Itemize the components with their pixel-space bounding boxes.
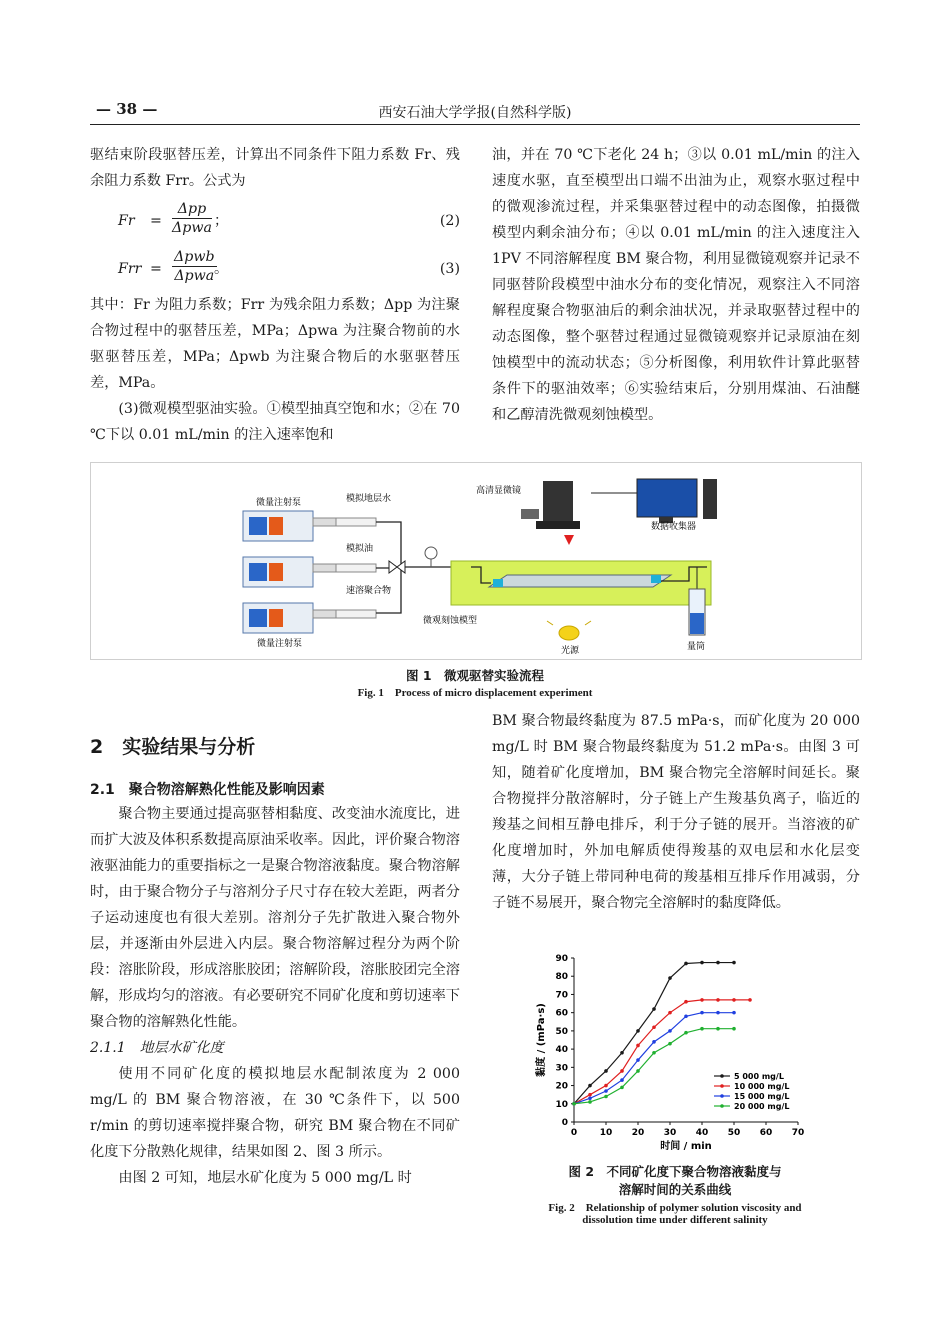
inlet-port bbox=[493, 579, 503, 587]
data-point bbox=[732, 1011, 736, 1015]
y-tick-label: 10 bbox=[555, 1099, 568, 1110]
data-point bbox=[604, 1069, 608, 1073]
section-heading: 2 实验结果与分析 bbox=[90, 736, 256, 758]
left-column-bottom bbox=[90, 732, 460, 1191]
data-point bbox=[668, 1042, 672, 1046]
data-point bbox=[716, 1011, 720, 1015]
paragraph: 驱结束阶段驱替压差，计算出不同条件下阻力系数 Fr、残余阻力系数 Frr。公式为 bbox=[90, 147, 460, 189]
x-tick-label: 60 bbox=[759, 1128, 773, 1138]
y-tick-label: 80 bbox=[555, 972, 568, 983]
eq-punctuation: ； bbox=[214, 213, 229, 229]
legend-label: 15 000 mg/L bbox=[734, 1092, 790, 1101]
viscosity-chart-svg bbox=[492, 950, 858, 1156]
etched-model bbox=[489, 575, 671, 587]
eq-number: (3) bbox=[439, 261, 460, 277]
data-point bbox=[636, 1069, 640, 1073]
series-line bbox=[574, 963, 734, 1104]
figure-2-caption-en-2: dissolution time under different salinity bbox=[582, 1214, 768, 1226]
legend-marker bbox=[720, 1074, 724, 1078]
y-tick-label: 40 bbox=[555, 1045, 568, 1056]
x-tick-label: 70 bbox=[791, 1128, 805, 1138]
label-model: 微观刻蚀模型 bbox=[423, 616, 478, 626]
x-tick-label: 30 bbox=[663, 1128, 677, 1138]
legend-marker bbox=[720, 1084, 724, 1088]
data-point bbox=[588, 1084, 592, 1088]
legend-label: 20 000 mg/L bbox=[734, 1102, 790, 1111]
data-point bbox=[652, 1025, 656, 1029]
data-point bbox=[684, 1015, 688, 1019]
data-point bbox=[700, 998, 704, 1002]
eq-lhs: Fr bbox=[118, 213, 135, 229]
y-tick-label: 0 bbox=[561, 1118, 568, 1128]
data-point bbox=[684, 1000, 688, 1004]
data-point bbox=[748, 998, 752, 1002]
x-tick-label: 40 bbox=[695, 1128, 709, 1138]
label-sim-oil: 模拟油 bbox=[346, 544, 374, 554]
data-point bbox=[716, 961, 720, 965]
arrow-down-icon bbox=[564, 535, 574, 545]
pressure-gauge-icon bbox=[425, 547, 437, 567]
label-cylinder: 量筒 bbox=[687, 642, 706, 652]
data-point bbox=[588, 1093, 592, 1097]
paragraph: 由图 2 可知，地层水矿化度为 5 000 mg/L 时 bbox=[118, 1170, 412, 1186]
y-tick-label: 90 bbox=[555, 954, 568, 964]
data-point bbox=[668, 976, 672, 980]
eq-equals: = bbox=[150, 261, 162, 277]
figure-1-caption-cn: 图 1 微观驱替实验流程 bbox=[405, 668, 545, 683]
data-point bbox=[620, 1086, 624, 1090]
data-point bbox=[620, 1069, 624, 1073]
eq-punctuation: 。 bbox=[214, 261, 229, 277]
valve-icon bbox=[389, 561, 405, 573]
figure-1-svg bbox=[91, 463, 861, 659]
header-rule bbox=[90, 124, 860, 125]
y-axis-label: 黏度 / (mPa·s) bbox=[536, 1003, 547, 1077]
data-point bbox=[732, 1027, 736, 1031]
legend-label: 10 000 mg/L bbox=[734, 1082, 790, 1091]
monitor-icon bbox=[637, 479, 717, 523]
x-tick-label: 10 bbox=[599, 1128, 613, 1138]
data-point bbox=[604, 1089, 608, 1093]
body-text bbox=[90, 801, 460, 1191]
legend-marker bbox=[720, 1104, 724, 1108]
eq-numerator: Δpp bbox=[172, 200, 212, 219]
series-line bbox=[574, 1000, 750, 1104]
figure-2-caption-cn-1: 图 2 不同矿化度下聚合物溶液黏度与 bbox=[568, 1164, 782, 1179]
figure-1-caption-en: Fig. 1 Process of micro displacement experiment bbox=[357, 687, 593, 699]
container-oil bbox=[336, 564, 376, 572]
data-point bbox=[700, 1027, 704, 1031]
label-pump-top: 微量注射泵 bbox=[256, 498, 302, 508]
y-tick-label: 70 bbox=[555, 990, 568, 1001]
figure-2-chart bbox=[492, 950, 858, 1156]
eq-denominator: Δpwa bbox=[174, 268, 215, 284]
x-tick-label: 0 bbox=[570, 1128, 578, 1138]
legend-marker bbox=[720, 1094, 724, 1098]
data-point bbox=[700, 1011, 704, 1015]
label-fast-polymer: 速溶聚合物 bbox=[346, 586, 392, 596]
label-pump-bottom: 微量注射泵 bbox=[257, 639, 303, 649]
eq-fraction bbox=[172, 200, 212, 237]
data-point bbox=[636, 1044, 640, 1048]
data-point bbox=[700, 961, 704, 965]
data-point bbox=[588, 1097, 592, 1101]
data-point bbox=[652, 1040, 656, 1044]
running-header: 西安石油大学学报(自然科学版) bbox=[378, 105, 572, 121]
data-point bbox=[684, 962, 688, 966]
data-point bbox=[572, 1102, 576, 1106]
subsubsection-heading: 2.1.1 地层水矿化度 bbox=[90, 1040, 224, 1056]
series-line bbox=[574, 1029, 734, 1104]
light-source-icon bbox=[547, 621, 591, 640]
data-point bbox=[732, 998, 736, 1002]
figure-1-diagram bbox=[90, 462, 862, 660]
data-point bbox=[604, 1084, 608, 1088]
left-column-top bbox=[90, 142, 460, 448]
eq-numerator: Δpwb bbox=[174, 249, 215, 265]
data-point bbox=[636, 1029, 640, 1033]
eq-equals: = bbox=[150, 213, 162, 229]
eq-denominator: Δpwa bbox=[172, 220, 212, 236]
x-axis-label: 时间 / min bbox=[660, 1141, 712, 1152]
x-tick-label: 20 bbox=[631, 1128, 645, 1138]
microscope-icon bbox=[521, 481, 580, 529]
page-number: — 38 — bbox=[96, 100, 158, 118]
outlet-port bbox=[651, 575, 661, 583]
x-tick-label: 50 bbox=[727, 1128, 741, 1138]
subsection-heading: 2.1 聚合物溶解熟化性能及影响因素 bbox=[90, 782, 325, 798]
legend-label: 5 000 mg/L bbox=[734, 1072, 784, 1081]
data-point bbox=[604, 1095, 608, 1099]
label-data-collector: 数据收集器 bbox=[651, 522, 697, 532]
paragraph: 使用不同矿化度的模拟地层水配制浓度为 2 000 mg/L 的 BM 聚合物溶液，在 30 ℃条件下，以 500 r/min 的剪切速率搅拌聚合物，研究 BM 聚合物在不同矿化度下分散熟化规律，结果如图 2、图 3 所示。 bbox=[90, 1066, 460, 1160]
right-column-bottom bbox=[492, 708, 860, 916]
data-point bbox=[732, 961, 736, 965]
y-tick-label: 50 bbox=[555, 1026, 568, 1037]
container-polymer bbox=[336, 610, 376, 618]
eq-lhs: Frr bbox=[118, 261, 142, 277]
data-point bbox=[652, 1051, 656, 1055]
figure-2-caption-en-1: Fig. 2 Relationship of polymer solution viscosity and bbox=[548, 1202, 802, 1214]
paragraph: 其中：Fr 为阻力系数；Frr 为残余阻力系数；Δpp 为注聚合物过程中的驱替压差，MPa；Δpwa 为注聚合物前的水驱驱替压差，MPa；Δpwb 为注聚合物后的水驱驱替压差，MPa。 bbox=[90, 297, 460, 391]
data-point bbox=[668, 1029, 672, 1033]
right-column-top bbox=[492, 142, 860, 428]
data-point bbox=[652, 1007, 656, 1011]
data-point bbox=[716, 1027, 720, 1031]
equation-2 bbox=[90, 200, 460, 238]
y-tick-label: 30 bbox=[555, 1063, 568, 1074]
y-tick-label: 60 bbox=[555, 1008, 568, 1019]
eq-fraction bbox=[172, 248, 217, 285]
paragraph: 聚合物主要通过提高驱替相黏度、改变油水流度比，进而扩大波及体积系数提高原油采收率。因此，评价聚合物溶液驱油能力的重要指标之一是聚合物溶液黏度。聚合物溶解时，由于聚合物分子与溶剂分子尺寸存在较大差距，两者分子运动速度也有很大差别。溶剂分子先扩散进入聚合物外层，并逐渐由外层进入内层。聚合物溶解过程分为两个阶段：溶胀阶段，形成溶胀胶团；溶解阶段，溶胀胶团完全溶解，形成均匀的溶液。有必要研究不同矿化度和剪切速率下聚合物的溶解熟化性能。 bbox=[90, 806, 460, 1030]
eq-number: (2) bbox=[439, 213, 460, 229]
y-tick-label: 20 bbox=[555, 1081, 568, 1092]
label-microscope: 高清显微镜 bbox=[476, 486, 522, 496]
data-point bbox=[684, 1031, 688, 1035]
data-point bbox=[620, 1078, 624, 1082]
data-point bbox=[668, 1011, 672, 1015]
paragraph: BM 聚合物最终黏度为 87.5 mPa·s，而矿化度为 20 000 mg/L 时 BM 聚合物最终黏度为 51.2 mPa·s。由图 3 可知，随着矿化度增加，BM 聚合物完全溶解时间延长。聚合物搅拌分散溶解时，分子链上产生羧基负离子，临近的羧基之间相互静电排斥，利于分子链的展开。当溶液的矿化度增加时，外加电解质使得羧基的双电层和水化层变薄，大分子链上带同种电荷的羧基相互排斥作用减弱，分子链不易展开，聚合物完全溶解时的黏度降低。 bbox=[492, 713, 860, 911]
label-formation-water: 模拟地层水 bbox=[346, 494, 392, 504]
data-point bbox=[588, 1100, 592, 1104]
paragraph: 油，并在 70 ℃下老化 24 h；③以 0.01 mL/min 的注入速度水驱，直至模型出口端不出油为止，观察水驱过程中的微观渗流过程，并采集驱替过程中的动态图像，拍摄微模型内剩余油分布；④以 0.01 mL/min 的注入速度注入 1PV 不同溶解程度 BM 聚合物，利用显微镜观察并记录不同驱替阶段模型中油水分布的变化情况，观察注入不同溶解程度聚合物驱油后的剩余油状况，并录取驱替过程中的动态图像，整个驱替过程通过显微镜观察并记录原油在刻蚀模型中的流动状态；⑤分析图像，利用软件计算此驱替条件下的驱油效率；⑥实验结束后，分别用煤油、石油醚和乙醇清洗微观刻蚀模型。 bbox=[492, 147, 860, 423]
figure-2-caption-cn-2: 溶解时间的关系曲线 bbox=[618, 1182, 732, 1197]
container-water bbox=[336, 518, 376, 526]
data-point bbox=[716, 998, 720, 1002]
data-point bbox=[636, 1058, 640, 1062]
graduated-cylinder-icon bbox=[689, 589, 705, 635]
equation-3 bbox=[90, 248, 460, 286]
label-light: 光源 bbox=[561, 646, 580, 656]
paragraph: (3)微观模型驱油实验。①模型抽真空饱和水；②在 70 ℃下以 0.01 mL/min 的注入速率饱和 bbox=[90, 401, 460, 443]
data-point bbox=[620, 1051, 624, 1055]
